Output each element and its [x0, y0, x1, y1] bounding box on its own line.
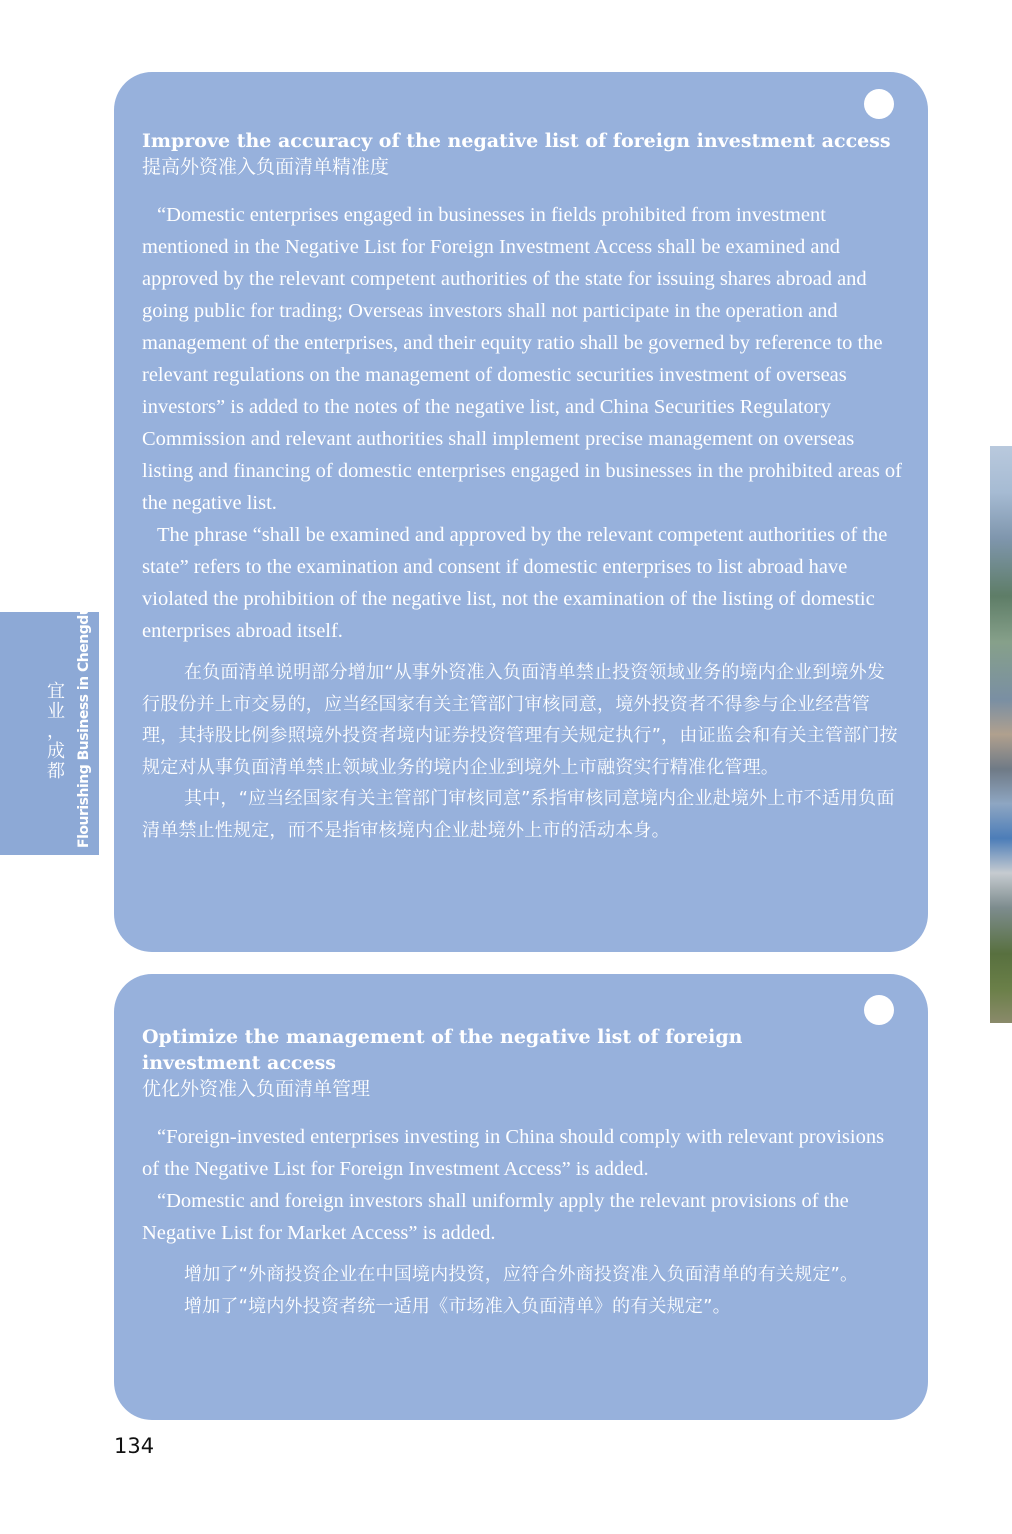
city-photo-strip [990, 446, 1012, 1023]
card-dot-icon [864, 89, 894, 119]
side-tab-chinese-title: 宜 业 ， 成 都 [47, 681, 65, 782]
chinese-paragraph: 在负面清单说明部分增加“从事外资准入负面清单禁止投资领域业务的境内企业到境外发行股份并上市交易的，应当经国家有关主管部门审核同意，境外投资者不得参与企业经营管理，其持股比例参照境外投资者境内证券投资管理有关规定执行”，由证监会和有关主管部门按规定对从事负面清单禁止领域业务的境内企业到境外上市融资实行精准化管理。 [142, 662, 898, 778]
card-title-zh: 优化外资准入负面清单管理 [142, 1078, 371, 1100]
chinese-paragraph: 增加了“境内外投资者统一适用《市场准入负面清单》的有关规定”。 [184, 1295, 731, 1317]
chinese-paragraph: 其中，“应当经国家有关主管部门审核同意”系指审核同意境内企业赴境外上市不适用负面清单禁止性规定，而不是指审核境内企业赴境外上市的活动本身。 [142, 788, 895, 841]
english-paragraph: “Foreign-invested enterprises investing in China should comply with relevant provisions of the Negative List for Foreign Investment Access” is added. [142, 1126, 885, 1180]
policy-card-accuracy [114, 72, 928, 952]
card-dot-icon [864, 995, 894, 1025]
chinese-paragraph: 增加了“外商投资企业在中国境内投资，应符合外商投资准入负面清单的有关规定”。 [184, 1264, 859, 1285]
page-number: 134 [114, 1434, 155, 1458]
english-paragraph: The phrase “shall be examined and approved by the relevant competent authorities of the state” refers to the examination and consent if domestic enterprises to list abroad have violated the prohibition of the negative list, not the examination of the listing of domestic enterprises abroad itself. [142, 524, 888, 642]
side-tab-english-title: Flourishing Business in Chengdu [76, 605, 92, 848]
card-title-zh: 提高外资准入负面清单精准度 [142, 156, 390, 178]
policy-card-management [114, 974, 928, 1420]
card-title-en: Improve the accuracy of the negative list of foreign investment access [142, 130, 891, 152]
english-paragraph: “Domestic and foreign investors shall uniformly apply the relevant provisions of the Negative List for Market Access” is added. [142, 1190, 849, 1244]
english-paragraph: “Domestic enterprises engaged in businesses in fields prohibited from investment mentioned in the Negative List for Foreign Investment Access shall be examined and approved by the relevant competent authorities of the state for issuing shares abroad and going public for trading; Overseas investors shall not participate in the operation and management of the enterprises, and their equity ratio shall be governed by reference to the relevant regulations on the management of domestic securities investment of overseas investors” is added to the notes of the negative list, and China Securities Regulatory Commission and relevant authorities shall implement precise management on overseas listing and financing of domestic enterprises engaged in businesses in the prohibited areas of the negative list. [142, 204, 903, 514]
card-title-en: Optimize the management of the negative list of foreign investment access [142, 1026, 743, 1074]
